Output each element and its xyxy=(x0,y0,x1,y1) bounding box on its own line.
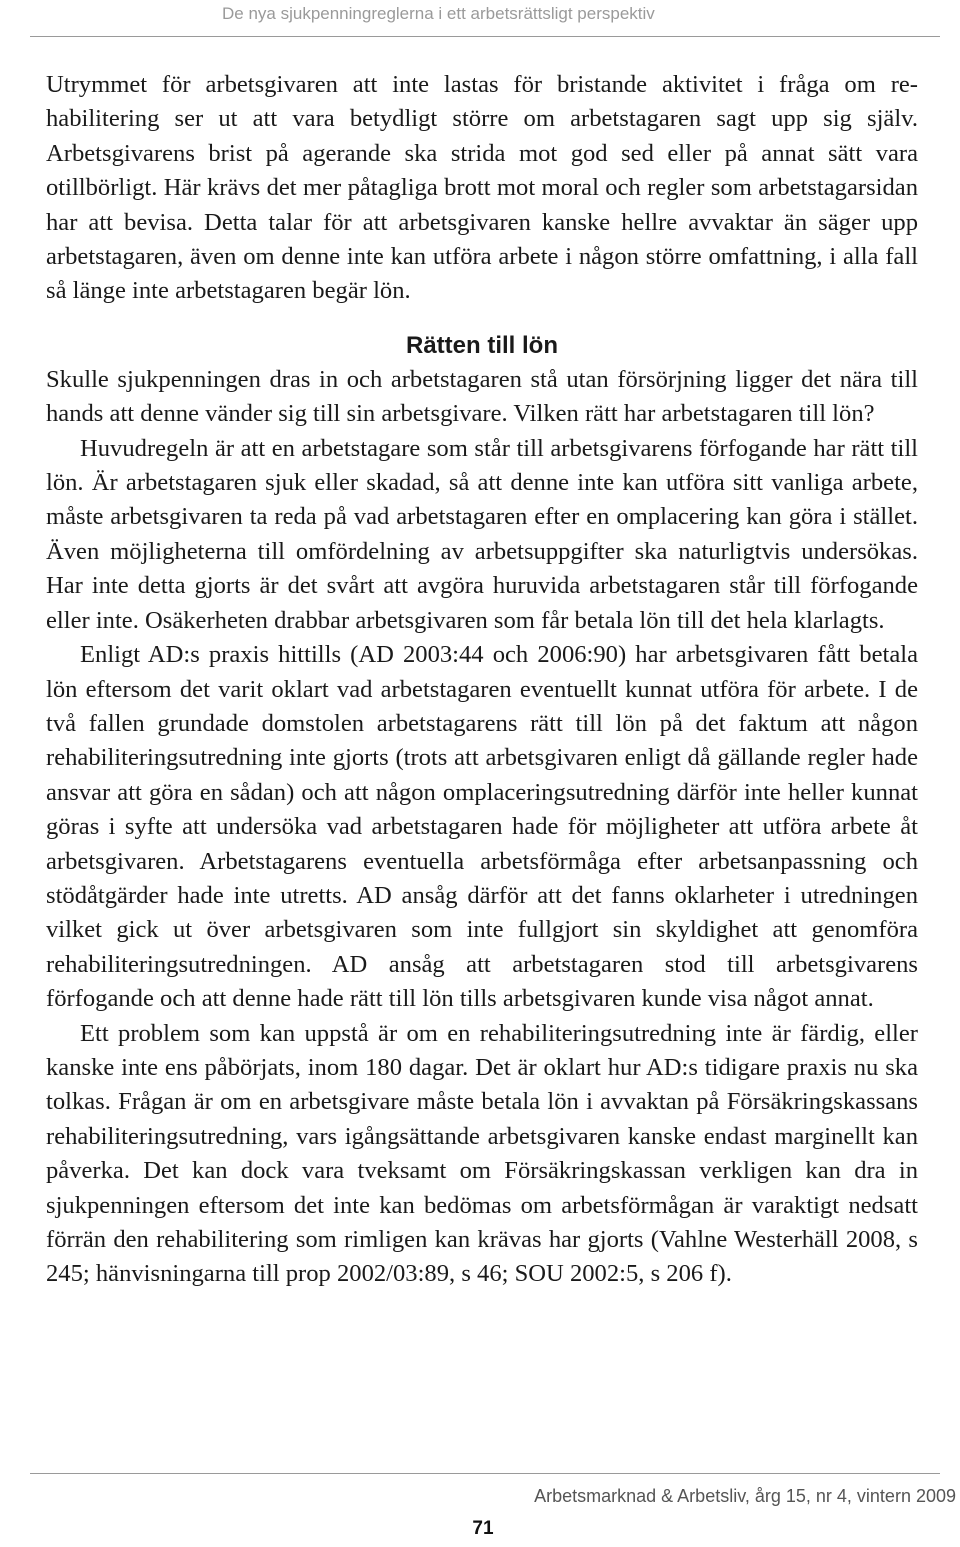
footer-rule xyxy=(30,1473,940,1474)
paragraph: Skulle sjukpenningen dras in och arbetstagaren stå utan försörjning ligger det nära till hands att denne vänder sig till sin arbetsgivare. Vilken rätt har arbetstagaren till lön? xyxy=(46,365,918,428)
running-header: De nya sjukpenningreglerna i ett arbetsrättsligt perspektiv xyxy=(222,4,655,23)
page-number: 71 xyxy=(472,1518,494,1539)
journal-citation: Arbetsmarknad & Arbetsliv, årg 15, nr 4, vintern 2009 xyxy=(534,1486,956,1506)
section-heading: Rätten till lön xyxy=(406,331,558,359)
header-rule xyxy=(30,36,940,37)
article-body xyxy=(46,68,918,1292)
paragraph: Huvudregeln är att en arbetstagare som står till arbetsgivarens förfogande har rätt till lön. Är arbetstagaren sjuk eller skadad, så att denne inte kan utföra sitt vanliga arbete, måste arbetsgivaren ta reda på vad arbetstagaren efter en omplacering kan göra i stället. Även möjligheterna till omfördelning av arbetsuppgifter ska naturligtvis undersökas. Har inte detta gjorts är det svårt att avgöra huruvida arbetstagaren står till förfogande eller inte. Osäkerheten drabbar arbetsgivaren som får betala lön till det hela klarlagts. xyxy=(46,434,918,634)
paragraph-continued: Utrymmet för arbetsgivaren att inte lastas för bristande aktivitet i fråga om rehabilitering ser ut att vara betydligt större om arbetstagaren sagt upp sig själv. Arbetsgivarens brist på agerande ska strida mot god sed eller på annat sätt vara otillbörligt. Här krävs det mer påtagliga brott mot moral och regler som arbetstagarsidan har att bevisa. Detta talar för att arbetsgivaren kanske hellre avvaktar än säger upp arbetstagaren, även om denne inte kan utföra arbete i någon större omfattning, i alla fall så länge inte arbetstagaren begär lön. xyxy=(46,71,918,305)
paragraph: Ett problem som kan uppstå är om en rehabiliteringsutredning inte är färdig, eller kanske inte ens påbörjats, inom 180 dagar. Det är oklart hur AD:s tidigare praxis nu ska tolkas. Frågan är om en arbetsgivare måste betala lön i avvaktan på Försäkringskassans rehabiliteringsutredning, vars igångsättande arbetsgivaren kanske endast marginellt kan påverka. Det kan dock vara tveksamt om Försäkringskassan verkligen kan dra in sjukpenningen eftersom det inte kan bedömas om arbetsförmågan är varaktigt nedsatt förrän den rehabilitering som rimligen kan krävas har gjorts (Vahlne Westerhäll 2008, s 245; hänvisningarna till prop 2002/03:89, s 46; SOU 2002:5, s 206 f). xyxy=(46,1019,918,1288)
paragraph: Enligt AD:s praxis hittills (AD 2003:44 och 2006:90) har arbetsgivaren fått betala lön eftersom det varit oklart vad arbetstagaren eventuellt kunnat utföra för arbete. I de två fallen grundade domstolen arbetstagarens rätt till lön på det faktum att någon rehabiliteringsutredning inte gjorts (trots att arbetsgivaren enligt då gällande regler hade ansvar att göra en sådan) och att någon omplaceringsutredning därför inte heller kunnat göras i syfte att undersöka vad arbetstagaren hade för möjligheter att utföra arbete åt arbetsgivaren. Arbetstagarens eventuella arbetsförmåga efter arbetsanpassning och stödåtgärder hade inte utretts. AD ansåg därför att det fanns oklarheter i utredningen vilket gick ut över arbetsgivaren som inte fullgjort sin skyldighet att genomföra rehabiliteringsutredningen. AD ansåg att arbetstagaren stod till arbetsgivarens förfogande och att denne hade rätt till lön tills arbetsgivaren kunde visa något annat. xyxy=(46,641,918,1013)
